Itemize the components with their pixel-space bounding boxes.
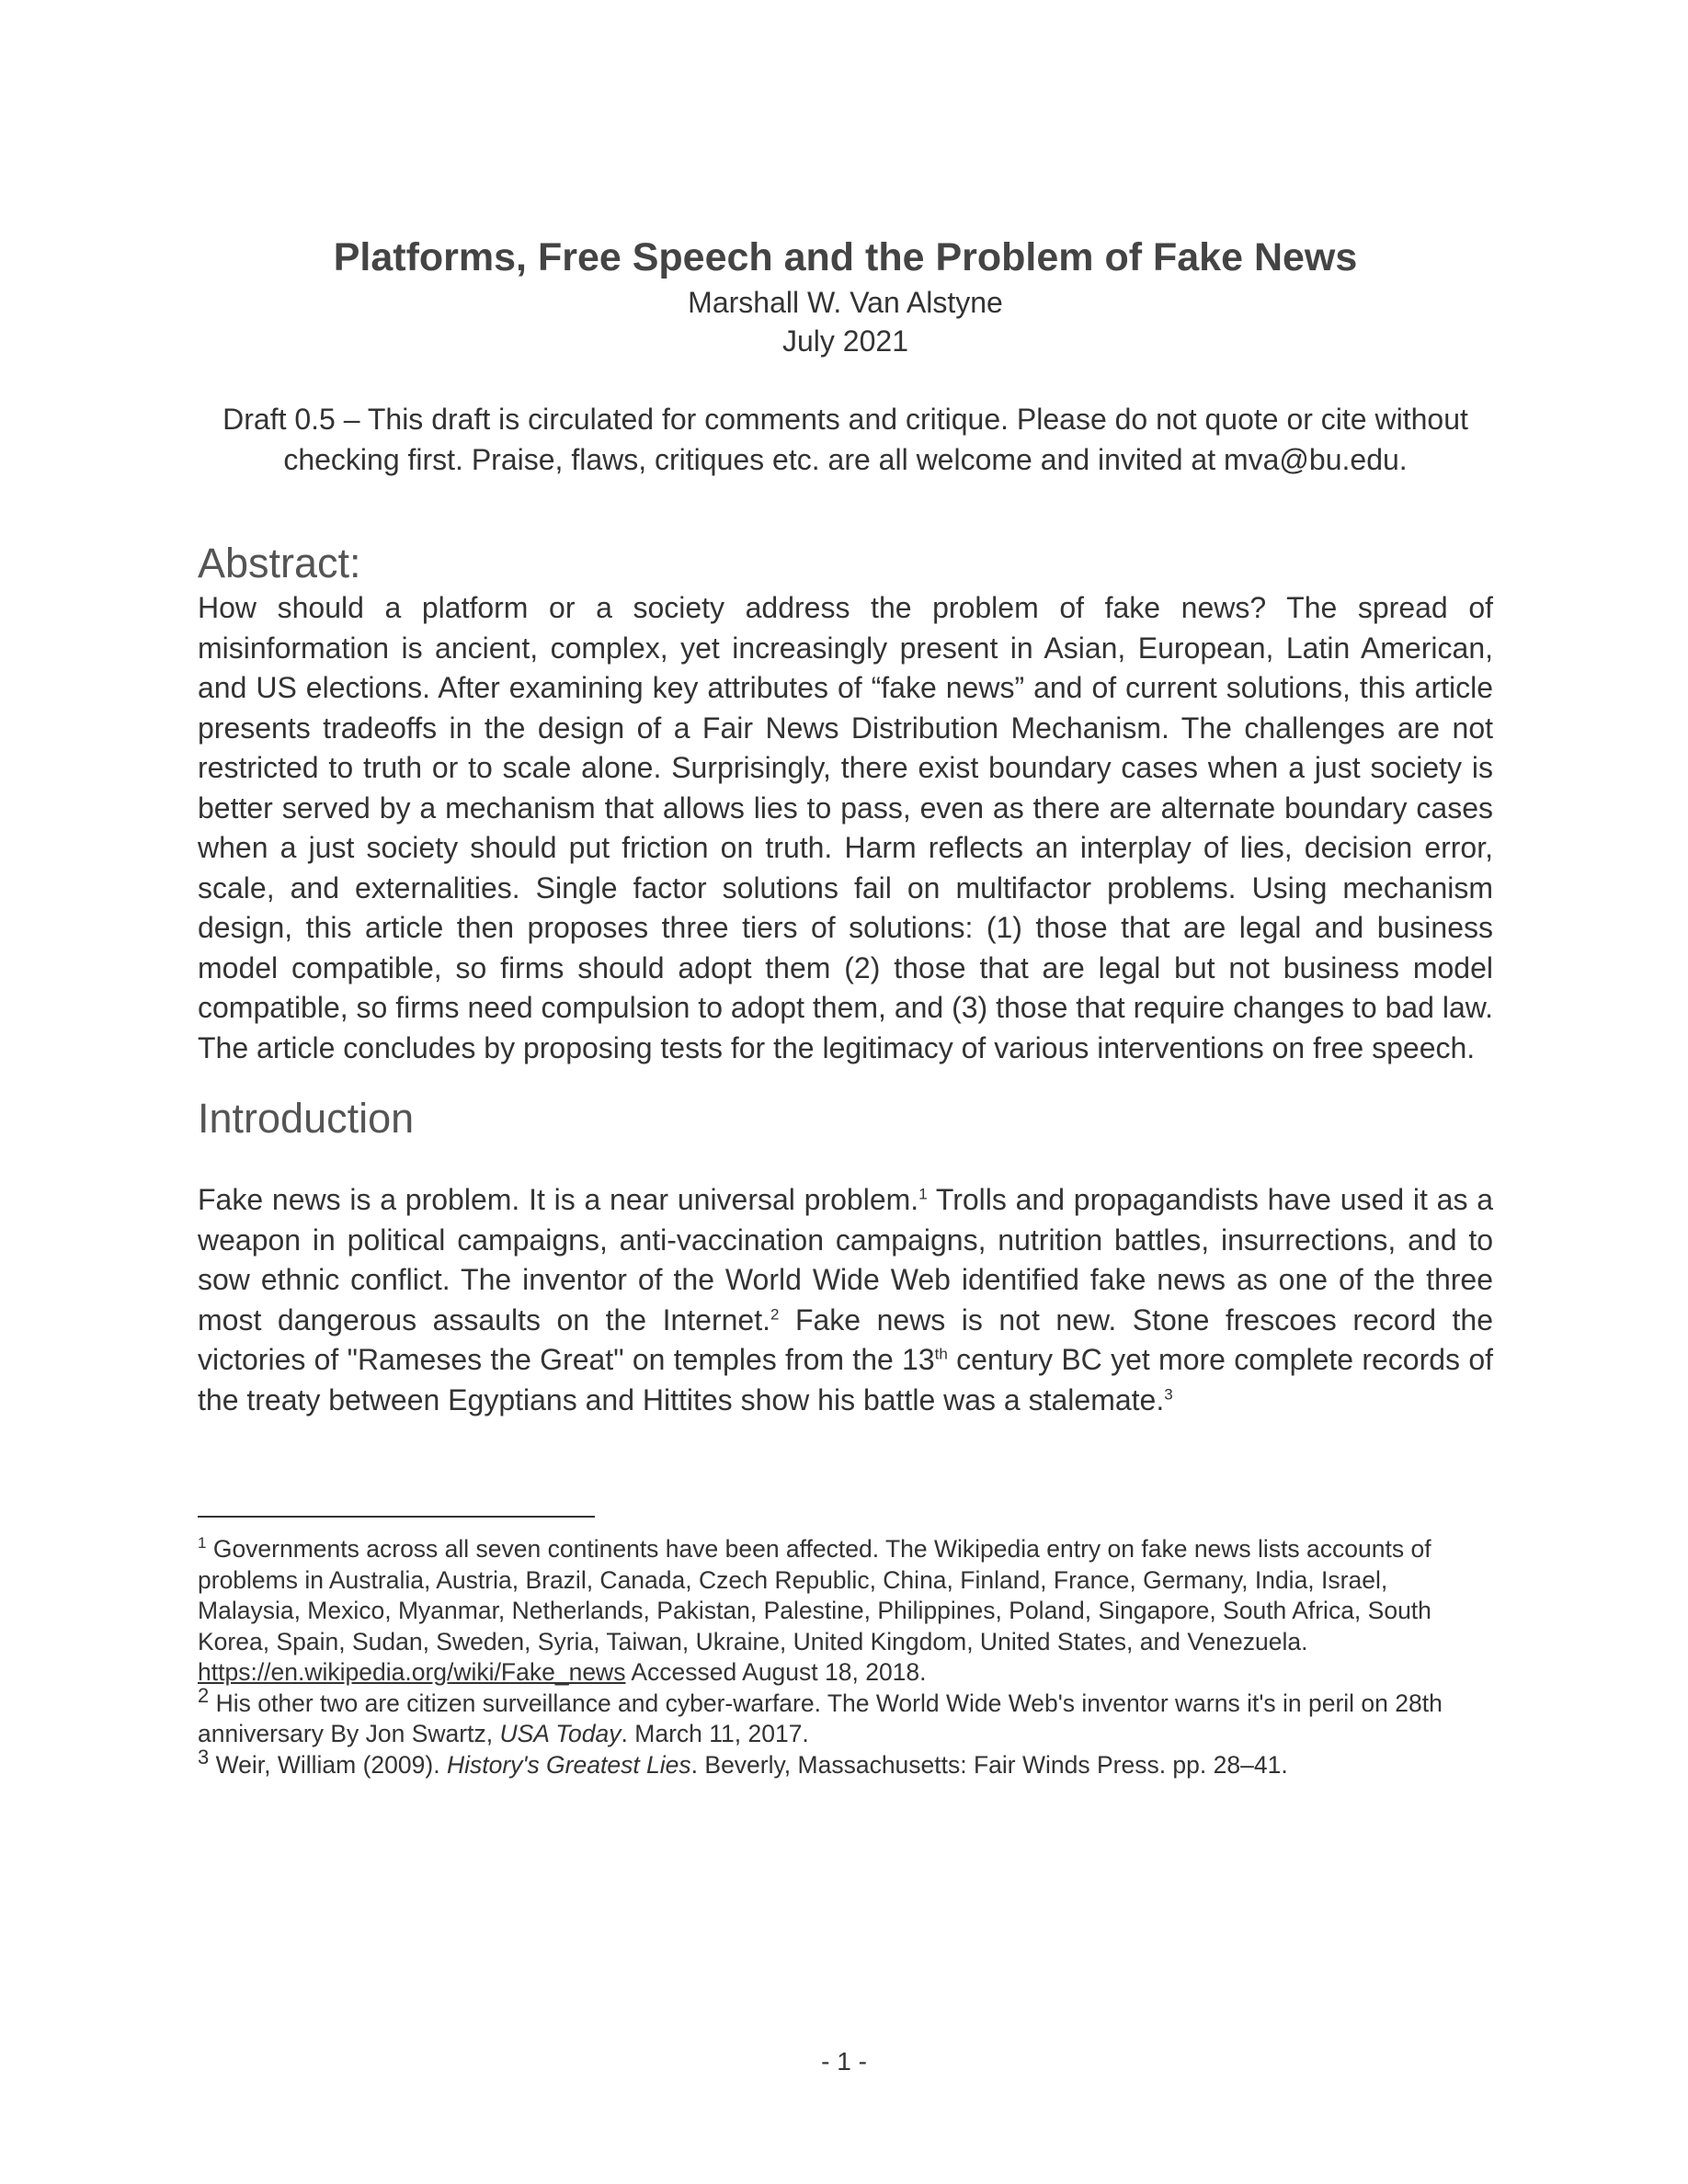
intro-text-part-3: Fake news is not new. Stone frescoes record the victories of "Rameses the Great" on temples from the 13 (198, 1302, 1494, 1376)
ordinal-suffix: th (934, 1345, 948, 1363)
draft-note: Draft 0.5 – This draft is circulated for comments and critique. Please do not quote or cite without checking first. Praise, flaws, critiques etc. are all welcome and invited at mva@bu.edu. (222, 403, 1468, 476)
footnote-1-mark: 1 (198, 1534, 207, 1553)
page-number: - 1 - (821, 2047, 867, 2076)
introduction-paragraph (198, 1180, 1493, 1420)
footnote-2 (198, 1683, 1493, 1750)
footnote-1-accessed: Accessed August 18, 2018. (625, 1658, 927, 1686)
footnote-2-date: . March 11, 2017. (621, 1720, 809, 1747)
intro-text-part-2: Trolls and propagandists have used it as a weapon in political campaigns, anti-vaccination campaigns, nutrition battles, insurrections, and to sow ethnic conflict. The inventor of the World Wide Web identified fake news as one of the three most dangerous assaults on the Internet. (198, 1183, 1494, 1337)
author-name: Marshall W. Van Alstyne (688, 286, 1003, 319)
footnotes (198, 1534, 1493, 1780)
paper-title: Platforms, Free Speech and the Problem of Fake News (333, 235, 1358, 279)
intro-text-part-1: Fake news is a problem. It is a near universal problem. (198, 1183, 919, 1216)
footnote-3 (198, 1745, 1493, 1781)
footnote-ref-1[interactable]: 1 (918, 1185, 928, 1203)
footnote-ref-3[interactable]: 3 (1164, 1384, 1173, 1403)
abstract-heading: Abstract: (198, 540, 361, 586)
footnote-divider (198, 1516, 595, 1518)
introduction-heading: Introduction (198, 1095, 415, 1142)
footnote-2-text: His other two are citizen surveillance and cyber-warfare. The World Wide Web's inventor warns it's in peril on 28th anniversary By Jon Swartz, (198, 1689, 1443, 1747)
footnote-3-publisher: . Beverly, Massachusetts: Fair Winds Press. pp. 28–41. (690, 1750, 1288, 1779)
footnote-1-text: Governments across all seven continents have been affected. The Wikipedia entry on fake news lists accounts of problems in Australia, Austria, Brazil, Canada, Czech Republic, China, Finland, France, Germany, India, Israel, Malaysia, Mexico, Myanmar, Netherlands, Pakistan, Palestine, Philippines, Poland, Singapore, South Africa, South Korea, Spain, Sudan, Sweden, Syria, Taiwan, Ukraine, United Kingdom, United States, and Venezuela. (198, 1535, 1431, 1655)
footnote-ref-2[interactable]: 2 (770, 1304, 780, 1323)
intro-text-part-4: century BC yet more complete records of the treaty between Egyptians and Hittites show his battle was a stalemate. (198, 1343, 1494, 1416)
footnote-2-source: USA Today (499, 1720, 622, 1747)
footnote-3-mark: 3 (198, 1745, 210, 1769)
footnote-3-text: Weir, William (2009). (209, 1750, 447, 1779)
wikipedia-link[interactable]: https://en.wikipedia.org/wiki/Fake_news (198, 1658, 626, 1686)
abstract-text: How should a platform or a society address the problem of fake news? The spread of misinformation is ancient, complex, yet increasingly present in Asian, European, Latin American, and US elections. After examining key attributes of “fake news” and of current solutions, this article presents tradeoffs in the design of a Fair News Distribution Mechanism. The challenges are not restricted to truth or to scale alone. Surprisingly, there exist boundary cases when a just society is better served by a mechanism that allows lies to pass, even as there are alternate boundary cases when a just society should put friction on truth. Harm reflects an interplay of lies, decision error, scale, and externalities. Single factor solutions fail on multifactor problems. Using mechanism design, this article then proposes three tiers of solutions: (1) those that are legal and business model compatible, so firms should adopt them (2) those that are legal but not business model compatible, so firms need compulsion to adopt them, and (3) those that require changes to bad law. The article concludes by proposing tests for the legitimacy of various interventions on free speech. (198, 591, 1493, 1064)
footnote-3-book: History's Greatest Lies (446, 1750, 691, 1779)
footnote-2-mark: 2 (198, 1683, 210, 1707)
footnote-1 (198, 1534, 1493, 1689)
publication-date: July 2021 (782, 324, 908, 358)
